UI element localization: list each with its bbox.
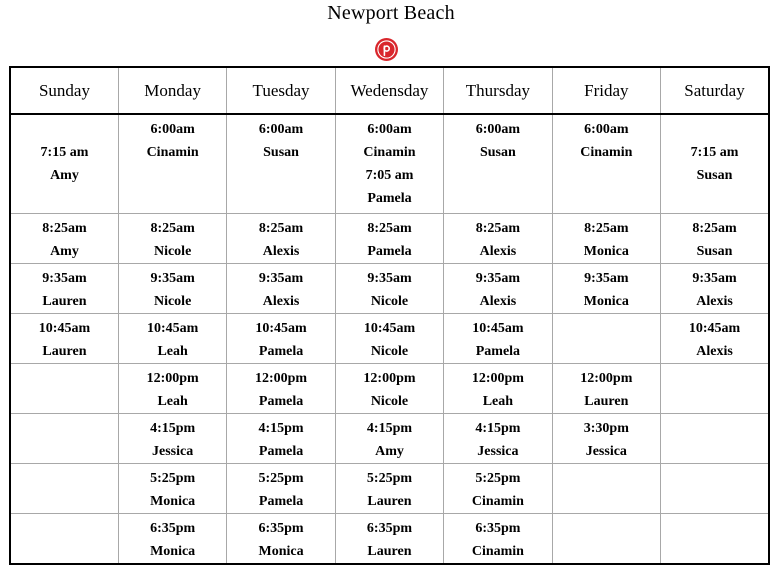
class-entry bbox=[11, 267, 118, 313]
class-entry bbox=[661, 217, 768, 263]
schedule-cell-saturday bbox=[661, 514, 769, 565]
class-time: 9:35am bbox=[692, 271, 737, 286]
class-time: 9:35am bbox=[258, 271, 304, 286]
schedule-cell-saturday bbox=[661, 264, 769, 314]
schedule-row-morning bbox=[10, 114, 769, 214]
schedule-cell-saturday bbox=[661, 464, 769, 514]
class-entry bbox=[227, 267, 334, 313]
class-entry bbox=[553, 217, 660, 263]
class-instructor: Susan bbox=[696, 168, 733, 183]
class-instructor: Jessica bbox=[152, 444, 194, 459]
schedule-cell-sunday bbox=[10, 114, 118, 214]
class-time: 8:25am bbox=[258, 221, 304, 236]
class-instructor: Cinamin bbox=[471, 544, 524, 559]
class-time: 9:35am bbox=[475, 271, 521, 286]
schedule-cell-friday bbox=[552, 264, 660, 314]
pure-barre-logo-icon bbox=[375, 38, 398, 61]
class-instructor: Lauren bbox=[42, 294, 87, 309]
schedule-cell-thursday bbox=[444, 114, 552, 214]
schedule-row bbox=[10, 214, 769, 264]
schedule-cell-saturday bbox=[661, 314, 769, 364]
class-instructor: Pamela bbox=[367, 244, 412, 259]
schedule-cell-monday bbox=[118, 314, 226, 364]
class-time: 6:35pm bbox=[150, 521, 196, 536]
class-entry bbox=[661, 317, 768, 363]
class-instructor: Susan bbox=[263, 145, 299, 160]
class-entry bbox=[336, 317, 443, 363]
class-instructor: Susan bbox=[479, 145, 516, 160]
schedule-cell-wedensday bbox=[335, 264, 443, 314]
class-entry bbox=[444, 517, 551, 563]
schedule-cell-tuesday bbox=[227, 214, 335, 264]
class-instructor: Susan bbox=[696, 244, 733, 259]
class-entry bbox=[336, 217, 443, 263]
class-time: 10:45am bbox=[472, 321, 524, 336]
schedule-cell-monday bbox=[118, 364, 226, 414]
schedule-cell-tuesday bbox=[227, 264, 335, 314]
schedule-cell-wedensday bbox=[335, 464, 443, 514]
class-entry bbox=[336, 517, 443, 563]
schedule-cell-thursday bbox=[444, 314, 552, 364]
class-time: 7:15 am bbox=[690, 145, 739, 160]
class-time: 10:45am bbox=[688, 321, 741, 336]
schedule-cell-sunday bbox=[10, 214, 118, 264]
class-time: 6:00am bbox=[258, 122, 304, 137]
class-time: 7:05 am bbox=[365, 168, 414, 183]
class-instructor: Jessica bbox=[477, 444, 519, 459]
class-time: 12:00pm bbox=[471, 371, 524, 386]
schedule-cell-friday bbox=[552, 114, 660, 214]
class-instructor: Alexis bbox=[696, 294, 733, 309]
schedule-cell-friday bbox=[552, 414, 660, 464]
class-time: 4:15pm bbox=[475, 421, 521, 436]
class-schedule-table bbox=[9, 66, 770, 565]
class-entry bbox=[119, 467, 226, 513]
class-time: 6:00am bbox=[584, 122, 629, 137]
class-instructor: Monica bbox=[258, 544, 304, 559]
class-entry bbox=[336, 118, 443, 164]
class-instructor: Monica bbox=[150, 494, 196, 509]
schedule-row bbox=[10, 464, 769, 514]
class-instructor: Lauren bbox=[42, 344, 87, 359]
class-time: 4:15pm bbox=[150, 421, 196, 436]
class-instructor: Monica bbox=[583, 294, 629, 309]
class-instructor: Cinamin bbox=[580, 145, 633, 160]
schedule-cell-sunday bbox=[10, 264, 118, 314]
class-time: 10:45am bbox=[363, 321, 416, 336]
class-time: 10:45am bbox=[38, 321, 91, 336]
schedule-row bbox=[10, 314, 769, 364]
schedule-cell-tuesday bbox=[227, 314, 335, 364]
class-time: 9:35am bbox=[367, 271, 412, 286]
schedule-cell-sunday bbox=[10, 414, 118, 464]
class-entry bbox=[553, 267, 660, 313]
class-instructor: Pamela bbox=[475, 344, 521, 359]
class-time: 9:35am bbox=[584, 271, 629, 286]
schedule-row bbox=[10, 514, 769, 565]
class-instructor: Amy bbox=[50, 168, 79, 183]
schedule-cell-monday bbox=[118, 214, 226, 264]
class-entry bbox=[336, 164, 443, 210]
class-entry bbox=[227, 517, 334, 563]
class-time: 12:00pm bbox=[146, 371, 199, 386]
class-entry bbox=[227, 317, 334, 363]
schedule-row bbox=[10, 264, 769, 314]
class-instructor: Amy bbox=[50, 244, 79, 259]
class-time: 4:15pm bbox=[366, 421, 413, 436]
class-instructor: Lauren bbox=[367, 494, 412, 509]
class-instructor: Amy bbox=[375, 444, 404, 459]
schedule-cell-sunday bbox=[10, 314, 118, 364]
class-entry bbox=[661, 267, 768, 313]
class-instructor: Nicole bbox=[153, 244, 192, 259]
schedule-cell-monday bbox=[118, 514, 226, 565]
class-time: 10:45am bbox=[146, 321, 199, 336]
schedule-row bbox=[10, 414, 769, 464]
class-entry bbox=[119, 267, 226, 313]
class-instructor: Nicole bbox=[370, 344, 409, 359]
class-time: 6:00am bbox=[150, 122, 195, 137]
class-instructor: Lauren bbox=[584, 394, 629, 409]
day-header-monday: Monday bbox=[118, 67, 226, 114]
class-instructor: Alexis bbox=[262, 294, 300, 309]
schedule-cell-thursday bbox=[444, 464, 552, 514]
class-entry bbox=[336, 367, 443, 413]
class-entry bbox=[553, 367, 660, 413]
schedule-cell-wedensday bbox=[335, 214, 443, 264]
schedule-cell-tuesday bbox=[227, 464, 335, 514]
class-time: 7:15 am bbox=[40, 145, 89, 160]
class-time: 12:00pm bbox=[363, 371, 416, 386]
class-entry bbox=[336, 267, 443, 313]
class-entry bbox=[444, 317, 551, 363]
class-instructor: Pamela bbox=[258, 394, 304, 409]
schedule-cell-monday bbox=[118, 264, 226, 314]
schedule-cell-wedensday bbox=[335, 514, 443, 565]
schedule-cell-thursday bbox=[444, 364, 552, 414]
schedule-cell-saturday bbox=[661, 114, 769, 214]
class-instructor: Alexis bbox=[479, 294, 517, 309]
schedule-cell-wedensday bbox=[335, 414, 443, 464]
schedule-cell-tuesday bbox=[227, 364, 335, 414]
class-entry bbox=[553, 417, 660, 463]
schedule-cell-friday bbox=[552, 514, 660, 565]
day-header-thursday: Thursday bbox=[444, 67, 552, 114]
schedule-cell-wedensday bbox=[335, 314, 443, 364]
class-entry bbox=[227, 217, 334, 263]
class-time: 12:00pm bbox=[254, 371, 308, 386]
schedule-cell-friday bbox=[552, 214, 660, 264]
schedule-cell-saturday bbox=[661, 214, 769, 264]
day-header-saturday: Saturday bbox=[661, 67, 769, 114]
class-instructor: Cinamin bbox=[471, 494, 524, 509]
class-time: 8:25am bbox=[584, 221, 629, 236]
class-instructor: Pamela bbox=[367, 191, 412, 206]
schedule-cell-monday bbox=[118, 414, 226, 464]
class-entry bbox=[11, 141, 118, 187]
class-entry bbox=[119, 217, 226, 263]
class-instructor: Nicole bbox=[153, 294, 192, 309]
class-entry bbox=[119, 417, 226, 463]
class-entry bbox=[444, 118, 551, 164]
day-header-wedensday: Wedensday bbox=[335, 67, 443, 114]
class-instructor: Leah bbox=[157, 394, 188, 409]
class-instructor: Pamela bbox=[258, 494, 304, 509]
class-entry bbox=[11, 317, 118, 363]
class-time: 8:25am bbox=[475, 221, 521, 236]
class-instructor: Lauren bbox=[367, 544, 412, 559]
schedule-cell-monday bbox=[118, 114, 226, 214]
schedule-cell-thursday bbox=[444, 514, 552, 565]
class-time: 6:35pm bbox=[258, 521, 304, 536]
class-time: 8:25am bbox=[150, 221, 195, 236]
class-entry bbox=[227, 417, 334, 463]
schedule-cell-saturday bbox=[661, 364, 769, 414]
class-time: 10:45am bbox=[255, 321, 307, 336]
class-time: 6:00am bbox=[367, 122, 412, 137]
schedule-cell-friday bbox=[552, 464, 660, 514]
schedule-cell-friday bbox=[552, 364, 660, 414]
class-entry bbox=[119, 118, 226, 164]
class-time: 5:25pm bbox=[366, 471, 413, 486]
class-time: 8:25am bbox=[692, 221, 737, 236]
day-header-tuesday: Tuesday bbox=[227, 67, 335, 114]
class-entry bbox=[119, 517, 226, 563]
class-entry bbox=[444, 367, 551, 413]
class-entry bbox=[444, 267, 551, 313]
class-entry bbox=[661, 141, 768, 187]
class-time: 4:15pm bbox=[258, 421, 304, 436]
schedule-cell-sunday bbox=[10, 364, 118, 414]
class-entry bbox=[444, 467, 551, 513]
class-entry bbox=[553, 118, 660, 164]
class-entry bbox=[11, 217, 118, 263]
class-entry bbox=[227, 367, 334, 413]
class-instructor: Leah bbox=[157, 344, 188, 359]
class-time: 5:25pm bbox=[475, 471, 521, 486]
class-instructor: Monica bbox=[150, 544, 196, 559]
class-time: 5:25pm bbox=[150, 471, 196, 486]
day-header-row bbox=[10, 67, 769, 114]
class-entry bbox=[227, 467, 334, 513]
class-instructor: Nicole bbox=[370, 294, 409, 309]
schedule-row bbox=[10, 364, 769, 414]
class-instructor: Nicole bbox=[370, 394, 409, 409]
page-title: Newport Beach bbox=[327, 2, 455, 24]
day-header-sunday: Sunday bbox=[10, 67, 118, 114]
class-instructor: Pamela bbox=[258, 444, 304, 459]
class-entry bbox=[336, 417, 443, 463]
class-instructor: Alexis bbox=[262, 244, 300, 259]
class-entry bbox=[227, 118, 334, 164]
class-instructor: Monica bbox=[583, 244, 629, 259]
class-time: 12:00pm bbox=[580, 371, 633, 386]
class-instructor: Alexis bbox=[696, 344, 733, 359]
class-time: 5:25pm bbox=[258, 471, 304, 486]
schedule-cell-monday bbox=[118, 464, 226, 514]
class-entry bbox=[444, 417, 551, 463]
class-entry bbox=[444, 217, 551, 263]
schedule-cell-tuesday bbox=[227, 114, 335, 214]
class-instructor: Leah bbox=[482, 394, 514, 409]
class-instructor: Cinamin bbox=[146, 145, 199, 160]
class-entry bbox=[119, 367, 226, 413]
schedule-cell-friday bbox=[552, 314, 660, 364]
schedule-cell-wedensday bbox=[335, 114, 443, 214]
schedule-cell-thursday bbox=[444, 414, 552, 464]
class-instructor: Alexis bbox=[479, 244, 517, 259]
class-time: 9:35am bbox=[150, 271, 195, 286]
class-time: 8:25am bbox=[42, 221, 87, 236]
schedule-cell-tuesday bbox=[227, 414, 335, 464]
schedule-cell-sunday bbox=[10, 514, 118, 565]
schedule-cell-wedensday bbox=[335, 364, 443, 414]
class-time: 6:35pm bbox=[366, 521, 413, 536]
class-instructor: Jessica bbox=[585, 444, 627, 459]
class-instructor: Pamela bbox=[258, 344, 304, 359]
class-instructor: Cinamin bbox=[363, 145, 416, 160]
class-time: 6:00am bbox=[475, 122, 521, 137]
class-entry bbox=[119, 317, 226, 363]
class-time: 8:25am bbox=[367, 221, 412, 236]
schedule-cell-saturday bbox=[661, 414, 769, 464]
class-entry bbox=[336, 467, 443, 513]
schedule-cell-thursday bbox=[444, 264, 552, 314]
class-time: 3:30pm bbox=[583, 421, 629, 436]
day-header-friday: Friday bbox=[552, 67, 660, 114]
schedule-cell-tuesday bbox=[227, 514, 335, 565]
class-time: 6:35pm bbox=[475, 521, 521, 536]
schedule-cell-thursday bbox=[444, 214, 552, 264]
schedule-cell-sunday bbox=[10, 464, 118, 514]
class-time: 9:35am bbox=[42, 271, 87, 286]
